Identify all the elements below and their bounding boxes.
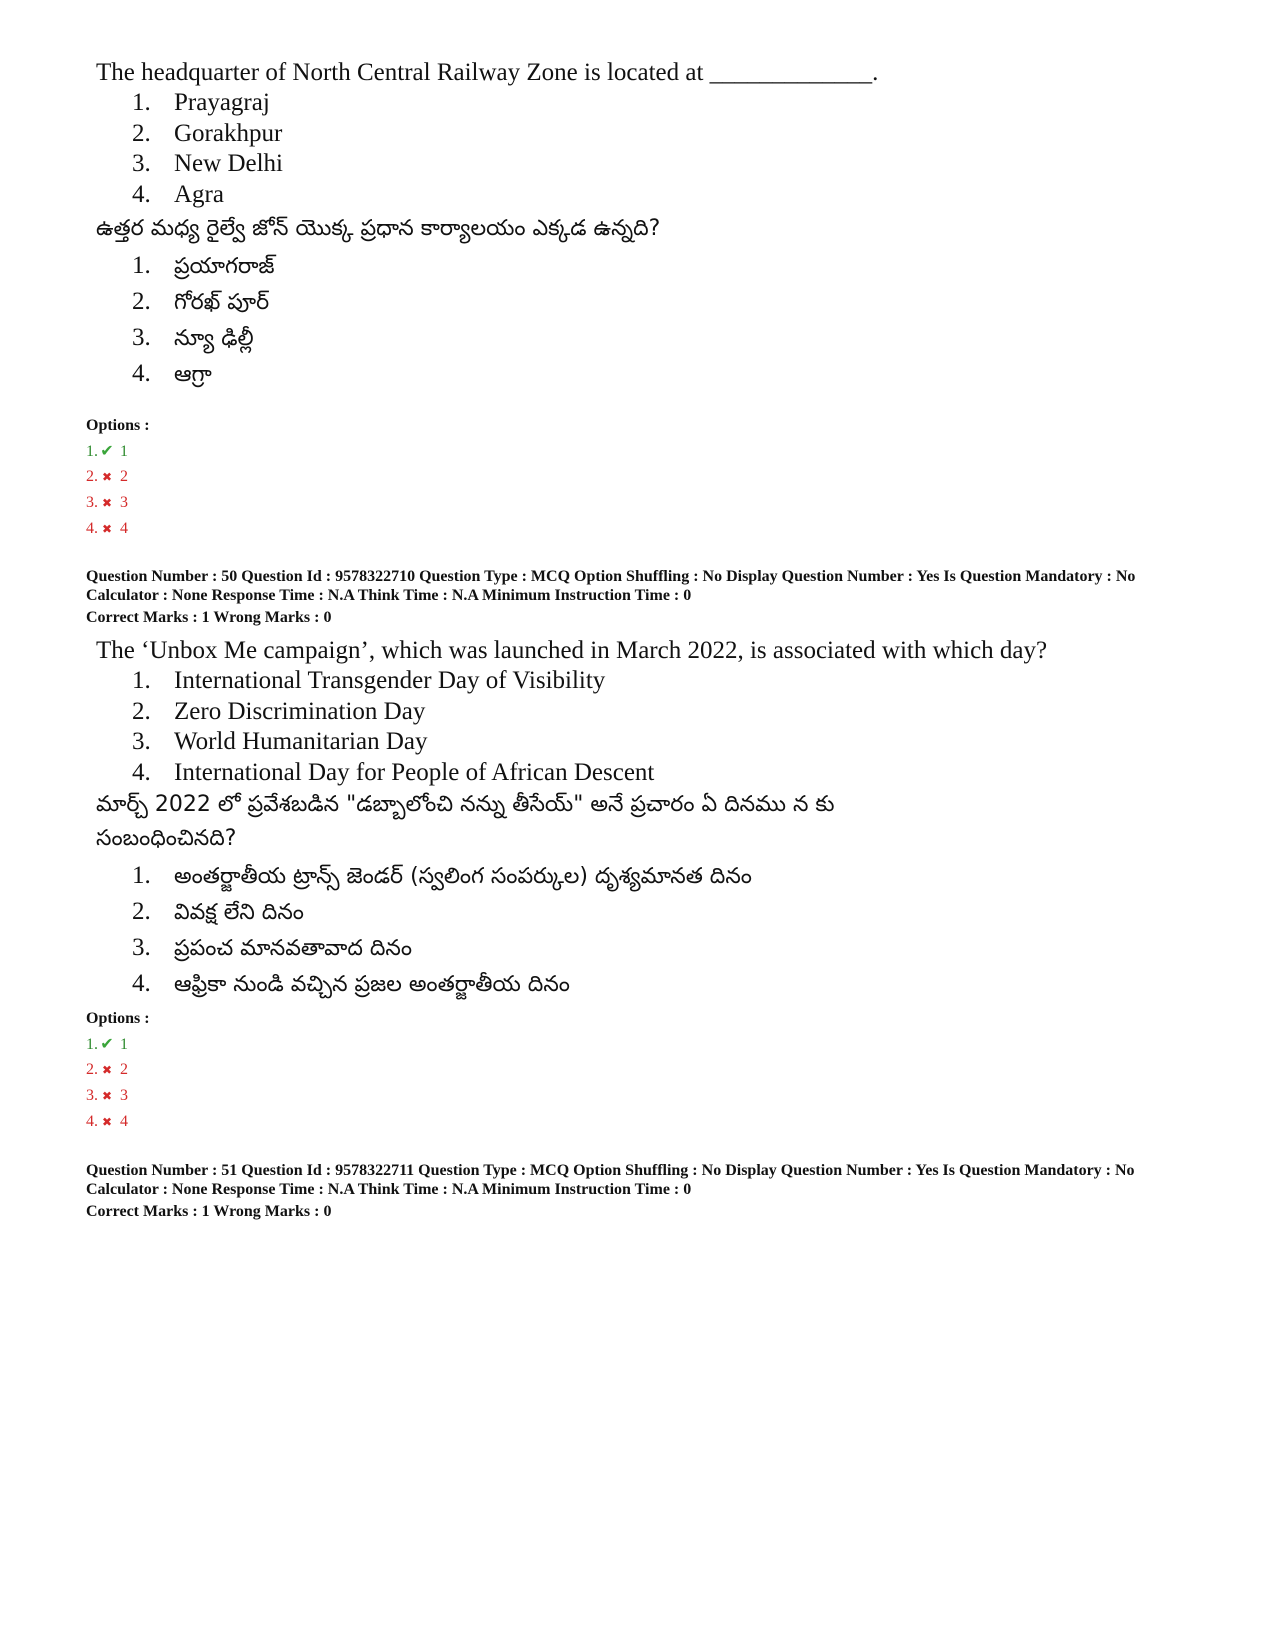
option-item: 3. ప్రపంచ మానవతావాద దినం [132,934,412,961]
question-meta-line2: Calculator : None Response Time : N.A Think Time : N.A Minimum Instruction Time : 0 [86,1181,692,1198]
question-text-en: The headquarter of North Central Railway Zone is located at _____________. [96,59,879,86]
cross-icon: ✖ [101,1115,113,1129]
question-text-te-line2: సంబంధించినది? [96,826,237,851]
option-item: 4. ఆఫ్రికా నుండి వచ్చిన ప్రజల అంతర్జాతీయ దినం [132,970,570,997]
answer-option: 2. ✖ 2 [86,464,128,490]
cross-icon: ✖ [101,470,113,484]
option-item: 4. International Day for People of African Descent [132,758,655,786]
option-list-en [132,88,283,210]
option-list-te [132,248,275,392]
option-item: 3. World Humanitarian Day [132,728,428,755]
answer-option: 3. ✖ 3 [86,1083,128,1109]
option-list-te [132,858,752,1002]
question-meta-line1: Question Number : 51 Question Id : 9578322711 Question Type : MCQ Option Shuffling : No Display Question Number : Yes Is Question Mandatory : No [86,1162,1135,1179]
option-item: 1. ప్రయాగరాజ్ [132,252,275,279]
question-meta-line1: Question Number : 50 Question Id : 9578322710 Question Type : MCQ Option Shuffling : No Display Question Number : Yes Is Question Mandatory : No [86,568,1136,585]
option-item: 2. గోరఖ్ పూర్ [132,288,270,315]
answer-option: 4. ✖ 4 [86,1109,128,1135]
option-item: 1. International Transgender Day of Visibility [132,667,606,694]
option-item: 3. New Delhi [132,150,283,177]
answer-option: 1. ✔ 1 [86,1031,128,1057]
question-text-te-line1: మార్చ్ 2022 లో ప్రవేశబడిన "డబ్బాలోంచి నన్ను తీసేయ్" అనే ప్రచారం ఏ దినము న కు [96,792,835,817]
check-icon: ✔ [100,1034,114,1053]
cross-icon: ✖ [101,522,113,536]
question-meta-line2: Calculator : None Response Time : N.A Think Time : N.A Minimum Instruction Time : 0 [86,587,692,604]
check-icon: ✔ [100,441,114,460]
option-item: 1. Prayagraj [132,89,270,116]
answer-key-list [86,1031,128,1135]
options-heading: Options : [86,1010,150,1027]
answer-option: 3. ✖ 3 [86,490,128,516]
answer-option: 2. ✖ 2 [86,1057,128,1083]
question-marks: Correct Marks : 1 Wrong Marks : 0 [86,1203,332,1220]
option-item: 3. న్యూ ఢిల్లీ [132,324,254,351]
options-heading: Options : [86,417,150,434]
option-item: 4. ఆగ్రా [132,360,212,387]
option-item: 2. వివక్ష లేని దినం [132,898,304,925]
answer-option: 1. ✔ 1 [86,438,128,464]
option-item: 2. Gorakhpur [132,119,283,147]
question-text-en: The ‘Unbox Me campaign’, which was launched in March 2022, is associated with which day? [96,637,1048,664]
option-item: 2. Zero Discrimination Day [132,697,426,725]
cross-icon: ✖ [101,496,113,510]
question-marks: Correct Marks : 1 Wrong Marks : 0 [86,609,332,626]
answer-option: 4. ✖ 4 [86,516,128,542]
cross-icon: ✖ [101,1089,113,1103]
question-text-te: ఉత్తర మధ్య రైల్వే జోన్ యొక్క ప్రధాన కార్యాలయం ఎక్కడ ఉన్నది? [96,216,661,241]
cross-icon: ✖ [101,1063,113,1077]
answer-key-list [86,438,128,542]
option-item: 1. అంతర్జాతీయ ట్రాన్స్ జెండర్ (స్వలింగ సంపర్కుల) దృశ్యమానత దినం [132,862,752,889]
option-list-en [132,666,654,788]
option-item: 4. Agra [132,180,224,208]
